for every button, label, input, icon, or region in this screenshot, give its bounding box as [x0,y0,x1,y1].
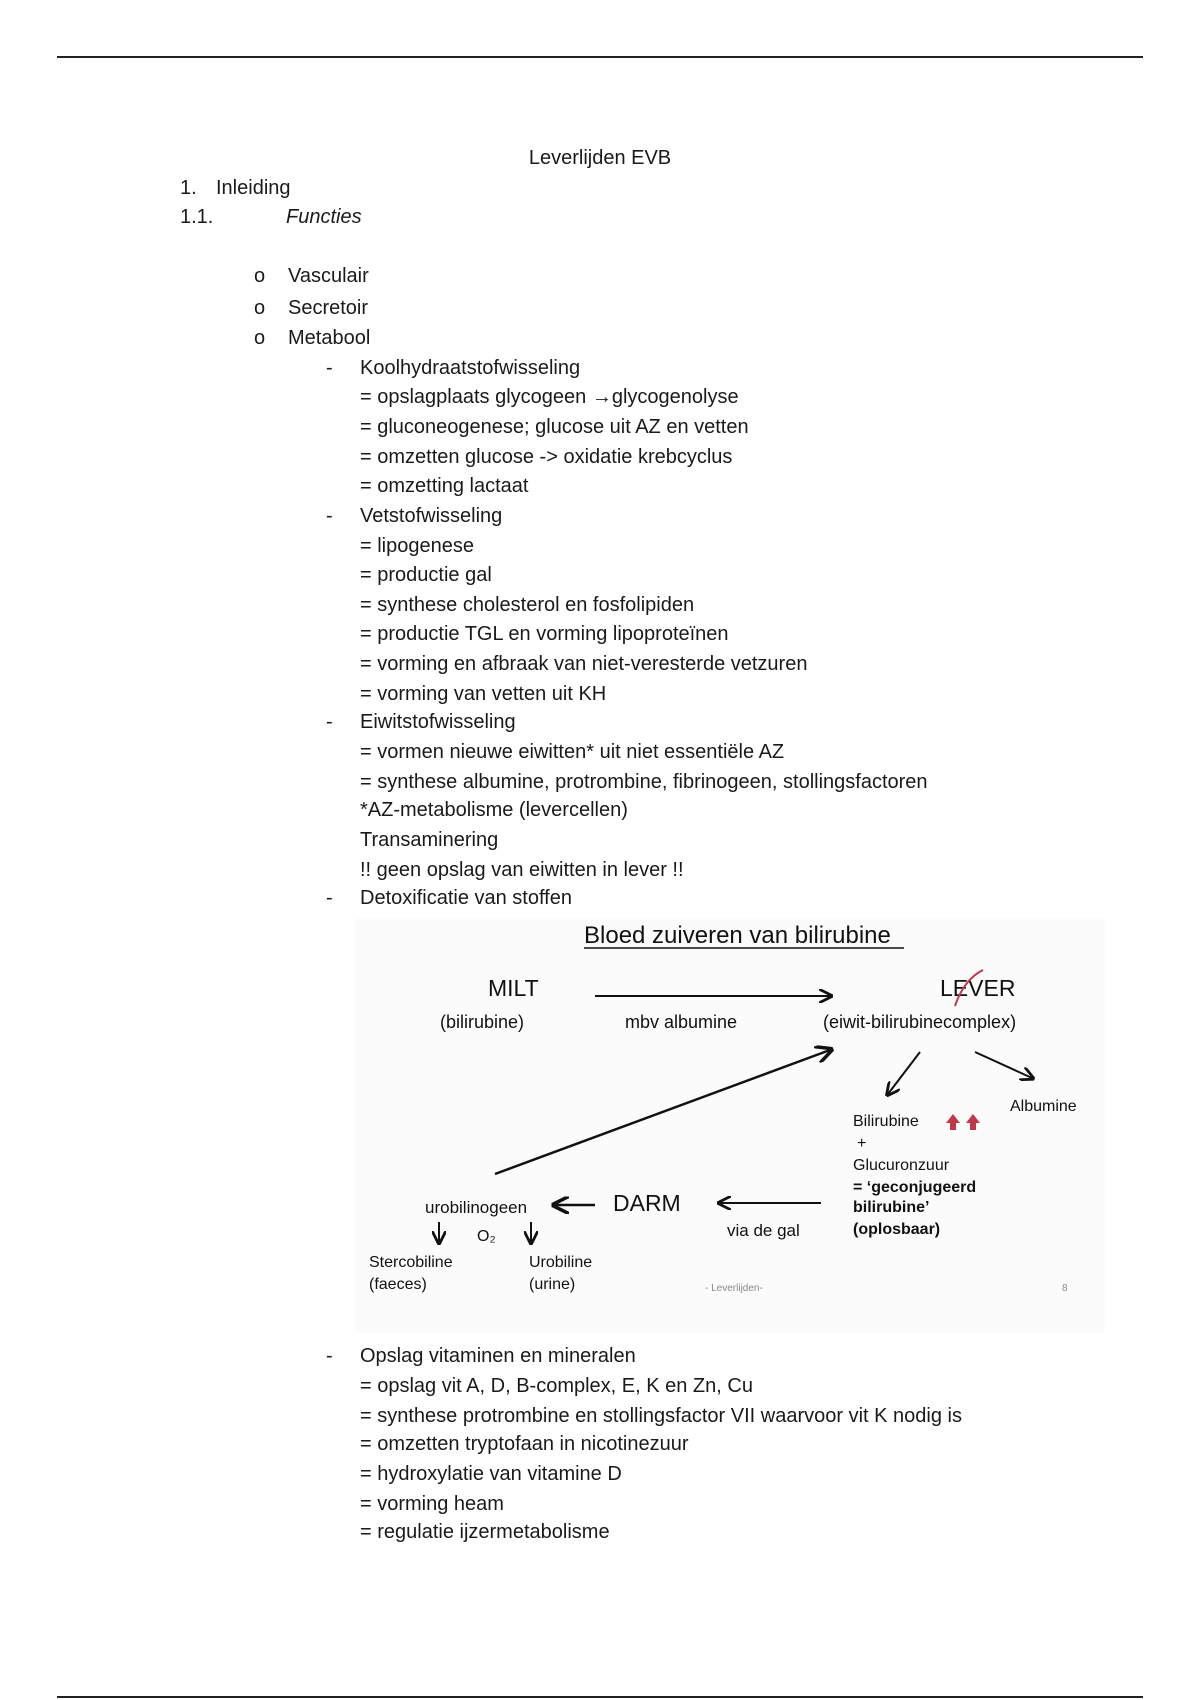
dash-marker: - [326,887,333,909]
urine-label: (urine) [529,1276,576,1293]
glucuronzuur-label: Glucuronzuur [853,1157,950,1174]
section-item: = opslag vit A, D, B-complex, E, K en Zn, Cu [360,1375,753,1397]
section-title: Opslag vitaminen en mineralen [360,1345,636,1367]
function-item: Metabool [288,327,371,349]
bilirubin-diagram [355,918,1105,1333]
section-title: Koolhydraatstofwisseling [360,357,581,379]
dash-marker: - [326,1345,333,1367]
conjugated-line3: (oplosbaar) [853,1221,941,1238]
section-item: = omzetten tryptofaan in nicotinezuur [360,1433,689,1455]
section-item: = gluconeogenese; glucose uit AZ en vetten [360,416,749,438]
darm-label: DARM [613,1190,681,1216]
bilirubine-label: Bilirubine [853,1113,919,1130]
conjugated-line2: bilirubine’ [853,1199,930,1216]
section-item: = hydroxylatie van vitamine D [360,1463,622,1485]
dash-marker: - [326,711,333,733]
section-item: *AZ-metabolisme (levercellen) [360,799,628,821]
slide-footer: - Leverlijden- [705,1283,763,1294]
heading2-number: 1.1. [180,206,214,228]
section-item: Transaminering [360,829,499,851]
bullet-marker: o [254,297,266,319]
faeces-label: (faeces) [369,1276,427,1293]
top-rule [57,56,1143,58]
bottom-rule [57,1696,1143,1698]
section-item: = synthese cholesterol en fosfolipiden [360,594,695,616]
transport-label: mbv albumine [625,1012,738,1032]
section-title: Eiwitstofwisseling [360,711,516,733]
section-item: !! geen opslag van eiwitten in lever !! [360,859,684,881]
bullet-marker: o [254,265,266,287]
plus-sign: + [857,1135,867,1152]
slide-number: 8 [1062,1283,1068,1294]
heading1-text: Inleiding [216,177,291,199]
o2-label: O₂ [477,1228,496,1245]
section-item: = lipogenese [360,535,474,557]
diagram-title: Bloed zuiveren van bilirubine [584,922,891,949]
section-item: = synthese protrombine en stollingsfactor VII waarvoor vit K nodig is [360,1405,962,1427]
section-item: = vorming en afbraak van niet-veresterde vetzuren [360,653,808,675]
milt-sub: (bilirubine) [440,1012,525,1032]
section-item: = vorming van vetten uit KH [360,683,607,705]
lever-sub: (eiwit-bilirubinecomplex) [823,1012,1017,1032]
section-item: = vormen nieuwe eiwitten* uit niet essentiële AZ [360,741,785,763]
urobiline-label: Urobiline [529,1254,593,1271]
albumine-label: Albumine [1010,1098,1077,1115]
dash-marker: - [326,357,333,379]
section-item: = omzetten glucose -> oxidatie krebcyclus [360,446,733,468]
section-item: = opslagplaats glycogeen →glycogenolyse [360,386,739,408]
section-item: = omzetting lactaat [360,475,529,497]
heading2-text: Functies [286,206,362,228]
section-item: = productie TGL en vorming lipoproteïnen [360,623,729,645]
section-title: Detoxificatie van stoffen [360,887,572,909]
section-item: = synthese albumine, protrombine, fibrinogeen, stollingsfactoren [360,771,928,793]
milt-label: MILT [488,975,539,1001]
heading1-number: 1. [180,177,197,199]
function-item: Vasculair [288,265,369,287]
section-item: = vorming heam [360,1493,504,1515]
stercobiline-label: Stercobiline [369,1254,453,1271]
function-item: Secretoir [288,297,369,319]
dash-marker: - [326,505,333,527]
via-gal-label: via de gal [727,1221,800,1240]
section-item: = productie gal [360,564,492,586]
section-item: = regulatie ijzermetabolisme [360,1521,610,1543]
conjugated-line1: = ‘geconjugeerd [853,1179,977,1196]
page-title: Leverlijden EVB [528,147,672,169]
urobilinogeen-label: urobilinogeen [425,1198,528,1217]
section-title: Vetstofwisseling [360,505,503,527]
bullet-marker: o [254,327,266,349]
lever-label: LEVER [940,975,1016,1001]
